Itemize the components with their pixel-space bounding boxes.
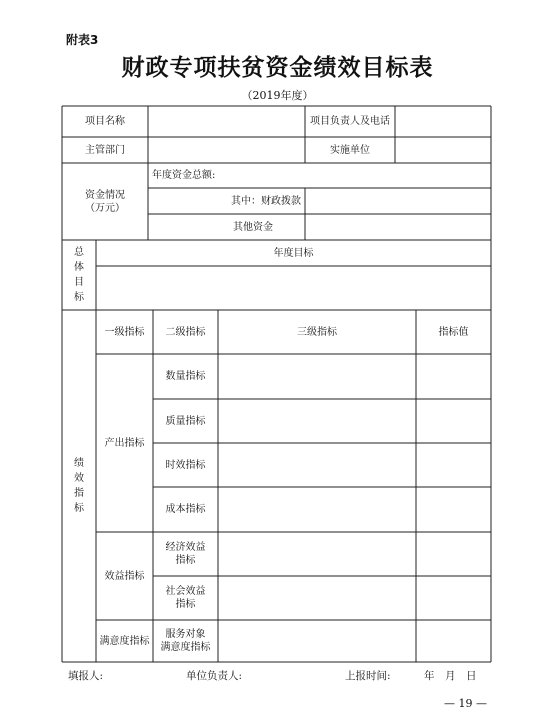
project-lead-value[interactable] <box>395 106 491 137</box>
fund-other-value[interactable] <box>305 214 491 240</box>
impl-unit-value[interactable] <box>395 137 491 163</box>
benefit-indicator-label: 效益指标 <box>104 570 145 582</box>
project-lead-label: 项目负责人及电话 <box>310 116 390 127</box>
col-level1-header: 一级指标 <box>104 326 145 338</box>
col-level2-header: 二级指标 <box>165 326 206 338</box>
annual-goal-label: 年度目标 <box>273 247 314 259</box>
dept-label: 主管部门 <box>85 144 125 156</box>
fund-total-label: 年度资金总额: <box>152 170 216 181</box>
col-level3-header: 三级指标 <box>297 326 337 338</box>
satisfaction-indicator-label: 满意度指标 <box>99 635 150 647</box>
fund-label: 资金情况 （万元） <box>85 189 125 214</box>
perf-indicator-label <box>62 310 96 662</box>
fund-other-label <box>148 214 305 240</box>
dept-value[interactable] <box>148 137 305 163</box>
unit-lead-label: 单位负责人: <box>186 670 243 682</box>
project-name-value[interactable] <box>148 106 305 137</box>
perf-indicator-text: 绩效指标 <box>74 458 84 514</box>
fund-total-value[interactable] <box>305 163 491 188</box>
col-value-header: 指标值 <box>438 326 469 338</box>
econ-benefit-label: 经济效益 指标 <box>165 542 206 566</box>
quantity-indicator-label: 数量指标 <box>165 371 206 382</box>
project-name-label: 项目名称 <box>85 116 125 127</box>
impl-unit-label: 实施单位 <box>330 144 370 156</box>
quality-indicator-label: 质量指标 <box>165 415 206 427</box>
fund-fiscal-label <box>148 188 305 214</box>
cost-indicator-label: 成本指标 <box>165 504 206 515</box>
report-time-label: 上报时间: <box>345 670 391 682</box>
fund-other-text: 其他资金 <box>233 221 273 233</box>
output-indicator-label: 产出指标 <box>104 437 145 449</box>
fund-fiscal-value[interactable] <box>305 188 491 214</box>
social-benefit-label: 社会效益 指标 <box>165 586 206 610</box>
filler-label: 填报人: <box>68 670 104 682</box>
attachment-label: 附表3 <box>66 33 99 47</box>
timeliness-indicator-label: 时效指标 <box>165 459 206 471</box>
service-satisfaction-label: 服务对象 满意度指标 <box>160 629 211 653</box>
page-title: 财政专项扶贫资金绩效目标表 <box>121 54 434 81</box>
fund-fiscal-text: 其中：财政拨款 <box>231 195 301 207</box>
annual-goal-value[interactable] <box>96 266 491 310</box>
overall-target-label <box>62 240 96 310</box>
year-label: （2019年度） <box>241 89 314 102</box>
report-date-marks: 年 月 日 <box>424 670 477 682</box>
page-number: — 19 — <box>444 697 487 710</box>
overall-target-text: 总体目标 <box>74 247 84 303</box>
